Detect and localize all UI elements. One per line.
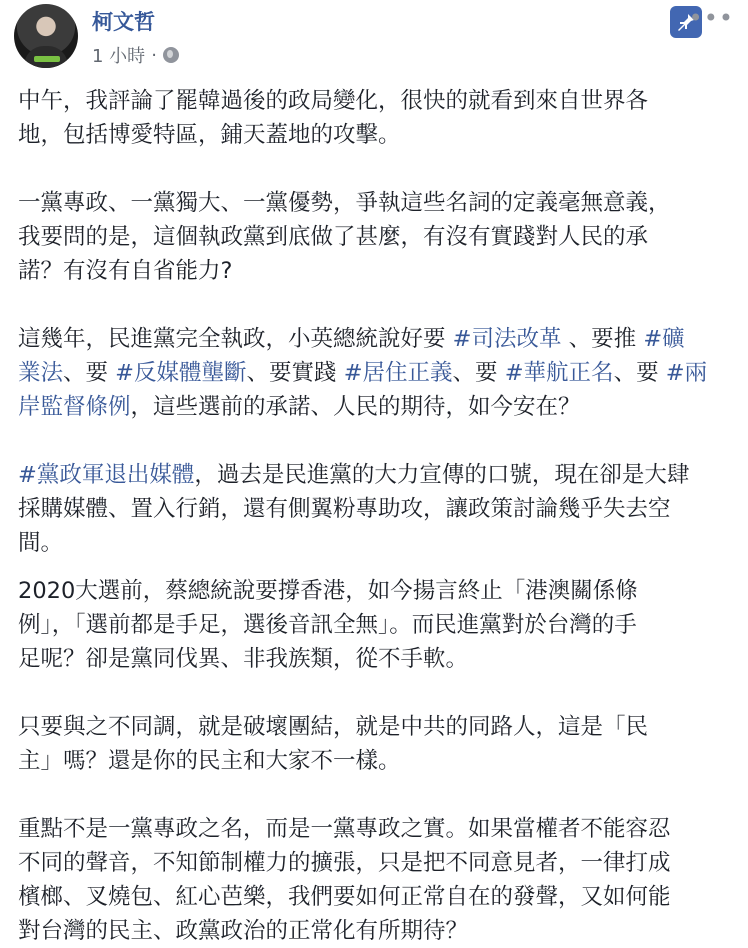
post-text: 、要 — [613, 360, 666, 386]
post-text: 諾？有沒有自省能力? — [18, 258, 233, 284]
post-paragraph — [18, 812, 730, 948]
hashtag-link[interactable]: #黨政軍退出媒體 — [18, 462, 195, 488]
post-text: 一黨專政、一黨獨大、一黨優勢，爭執這些名詞的定義毫無意義， — [18, 190, 671, 216]
paragraph-gap — [18, 424, 730, 458]
post-text: 重點不是一黨專政之名，而是一黨專政之實。如果當權者不能容忍 — [18, 816, 671, 842]
post-text: ，這些選前的承諾、人民的期待，如今安在？ — [130, 394, 581, 420]
meta-separator: · — [151, 44, 157, 66]
avatar-badge — [34, 56, 60, 62]
post-text: 例」，「選前都是手足，選後音訊全無」。而民進黨對於台灣的手 — [18, 612, 637, 638]
globe-icon[interactable] — [163, 47, 179, 63]
paragraph-gap — [18, 778, 730, 812]
post-time[interactable]: 1 小時 — [92, 46, 146, 67]
post-text: 、要 — [63, 360, 116, 386]
post-meta — [92, 42, 179, 68]
paragraph-gap — [18, 560, 730, 574]
post-paragraph — [18, 710, 730, 778]
hashtag-link[interactable]: #司法改革 — [452, 326, 562, 352]
hashtag-link[interactable]: #居住正義 — [343, 360, 453, 386]
paragraph-gap — [18, 676, 730, 710]
post-paragraph — [18, 458, 730, 560]
paragraph-gap — [18, 288, 730, 322]
post-paragraph — [18, 186, 730, 288]
post-text: 、要實踐 — [246, 360, 344, 386]
post-text: 足呢？卻是黨同伐異、非我族類，從不手軟。 — [18, 646, 469, 672]
post-text: 不同的聲音，不知節制權力的擴張，只是把不同意見者，一律打成 — [18, 850, 671, 876]
post-text: 這幾年，民進黨完全執政，小英總統說好要 — [18, 326, 453, 352]
post-paragraph — [18, 84, 730, 152]
post-text: 2020大選前，蔡總統說要撐香港，如今揚言終止「港澳關係條 — [18, 578, 638, 604]
author-name[interactable]: 柯文哲 — [92, 10, 155, 34]
post-body — [18, 84, 730, 948]
post-text: 檳榔、叉燒包、紅心芭樂，我們要如何正常自在的發聲，又如何能 — [18, 884, 671, 910]
hashtag-link[interactable]: #兩 — [665, 360, 708, 386]
more-options-icon[interactable]: ••• — [688, 4, 734, 32]
hashtag-link[interactable]: 業法 — [18, 360, 64, 386]
post-text: 中午，我評論了罷韓過後的政局變化，很快的就看到來自世界各 — [18, 88, 649, 114]
author-avatar[interactable] — [14, 4, 78, 68]
post-text: 我要問的是，這個執政黨到底做了甚麼，有沒有實踐對人民的承 — [18, 224, 649, 250]
post-text: 地，包括博愛特區，鋪天蓋地的攻擊。 — [18, 122, 401, 148]
post-text: 採購媒體、置入行銷，還有側翼粉專助攻，讓政策討論幾乎失去空 — [18, 496, 671, 522]
post-paragraph — [18, 574, 730, 676]
post-text: 、要 — [452, 360, 505, 386]
post-text: 、要推 — [561, 326, 644, 352]
hashtag-link[interactable]: 岸監督條例 — [18, 394, 131, 420]
post-text: 主」嗎？還是你的民主和大家不一樣。 — [18, 748, 401, 774]
post-paragraph — [18, 322, 730, 424]
post-header — [14, 4, 734, 68]
post-text: 只要與之不同調，就是破壞團結，就是中共的同路人，這是「民 — [18, 714, 649, 740]
hashtag-link[interactable]: #華航正名 — [504, 360, 614, 386]
post-text: 對台灣的民主、政黨政治的正常化有所期待？ — [18, 918, 469, 944]
post-text: 間。 — [18, 530, 64, 556]
hashtag-link[interactable]: #反媒體壟斷 — [115, 360, 247, 386]
hashtag-link[interactable]: #礦 — [643, 326, 685, 352]
post-text: ，過去是民進黨的大力宣傳的口號，現在卻是大肆 — [194, 462, 690, 488]
paragraph-gap — [18, 152, 730, 186]
